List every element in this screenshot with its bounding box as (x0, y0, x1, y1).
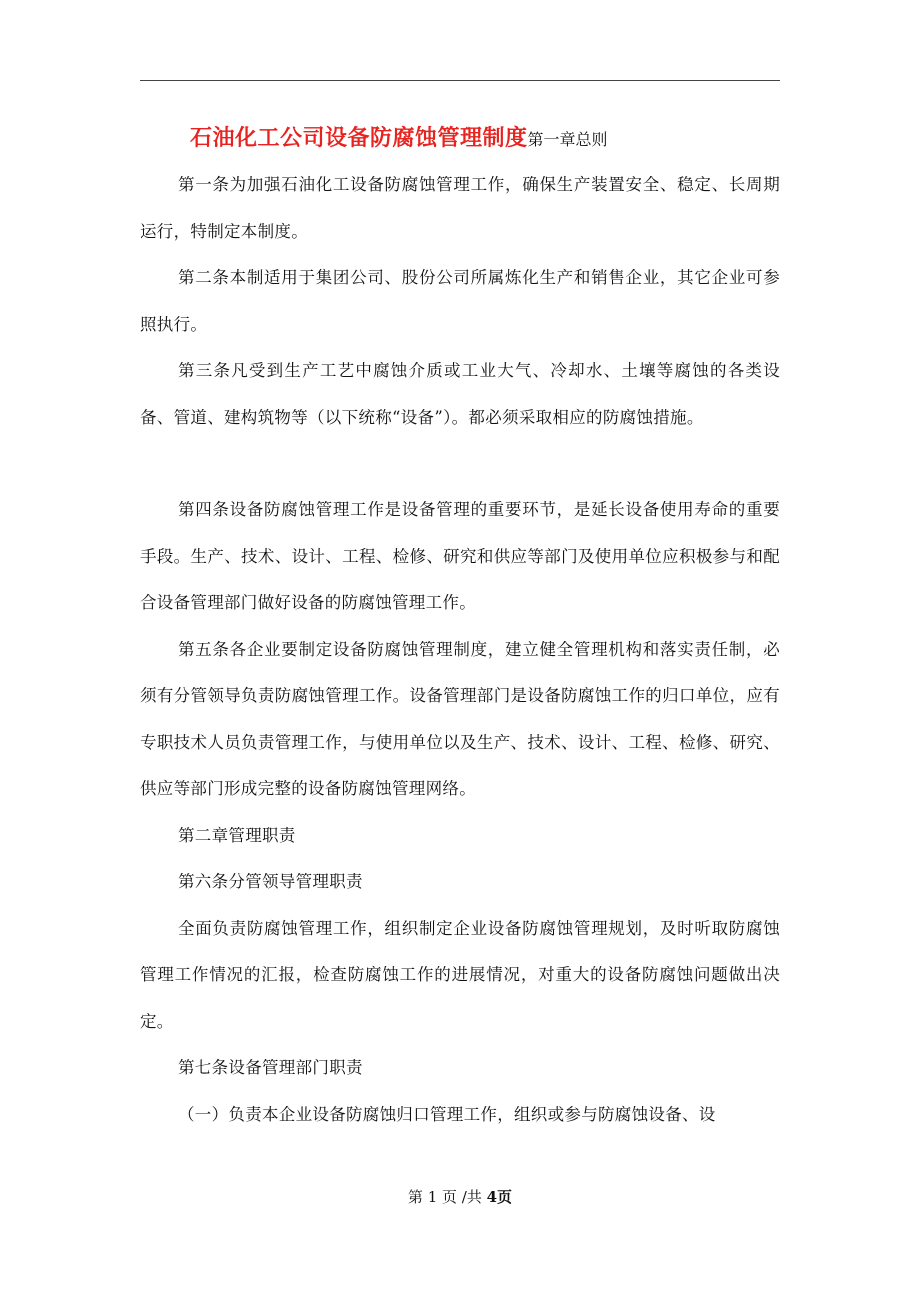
article-3: 第三条凡受到生产工艺中腐蚀介质或工业大气、冷却水、土壤等腐蚀的各类设备、管道、建构筑物等（以下统称“设备”）。都必须采取相应的防腐蚀措施。 (140, 361, 780, 427)
article-7-heading: 第七条设备管理部门职责 (178, 1058, 363, 1077)
chapter-heading-2: 第二章管理职责 (178, 825, 296, 845)
blank-line (140, 441, 780, 487)
page-body (140, 116, 780, 1138)
footer-page-number: 1 (427, 1188, 438, 1206)
title-line (140, 116, 780, 162)
footer-suffix: 页 (497, 1188, 513, 1206)
article-1: 第一条为加强石油化工设备防腐蚀管理工作，确保生产装置安全、稳定、长周期运行，特制定本制度。 (140, 175, 780, 241)
header-rule (140, 80, 780, 81)
footer-prefix: 第 (407, 1188, 428, 1206)
article-6-body: 全面负责防腐蚀管理工作，组织制定企业设备防腐蚀管理规划，及时听取防腐蚀管理工作情况的汇报，检查防腐蚀工作的进展情况，对重大的设备防腐蚀问题做出决定。 (140, 918, 780, 1031)
article-5: 第五条各企业要制定设备防腐蚀管理制度，建立健全管理机构和落实责任制，必须有分管领导负责防腐蚀管理工作。设备管理部门是设备防腐蚀工作的归口单位，应有专职技术人员负责管理工作，与使用单位以及生产、技术、设计、工程、检修、研究、供应等部门形成完整的设备防腐蚀管理网络。 (140, 639, 780, 798)
page-footer (0, 1186, 920, 1207)
article-2: 第二条本制适用于集团公司、股份公司所属炼化生产和销售企业，其它企业可参照执行。 (140, 268, 780, 334)
article-4: 第四条设备防腐蚀管理工作是设备管理的重要环节，是延长设备使用寿命的重要手段。生产、技术、设计、工程、检修、研究和供应等部门及使用单位应积极参与和配合设备管理部门做好设备的防腐蚀管理工作。 (140, 500, 780, 612)
article-7-item-1: （一）负责本企业设备防腐蚀归口管理工作，组织或参与防腐蚀设备、设 (178, 1104, 716, 1124)
article-6-heading: 第六条分管领导管理职责 (178, 872, 363, 891)
chapter-heading-1: 第一章总则 (527, 130, 608, 149)
document-title: 石油化工公司设备防腐蚀管理制度 (190, 126, 528, 151)
footer-mid: 页 /共 (437, 1188, 487, 1206)
footer-total-pages: 4 (486, 1188, 498, 1206)
